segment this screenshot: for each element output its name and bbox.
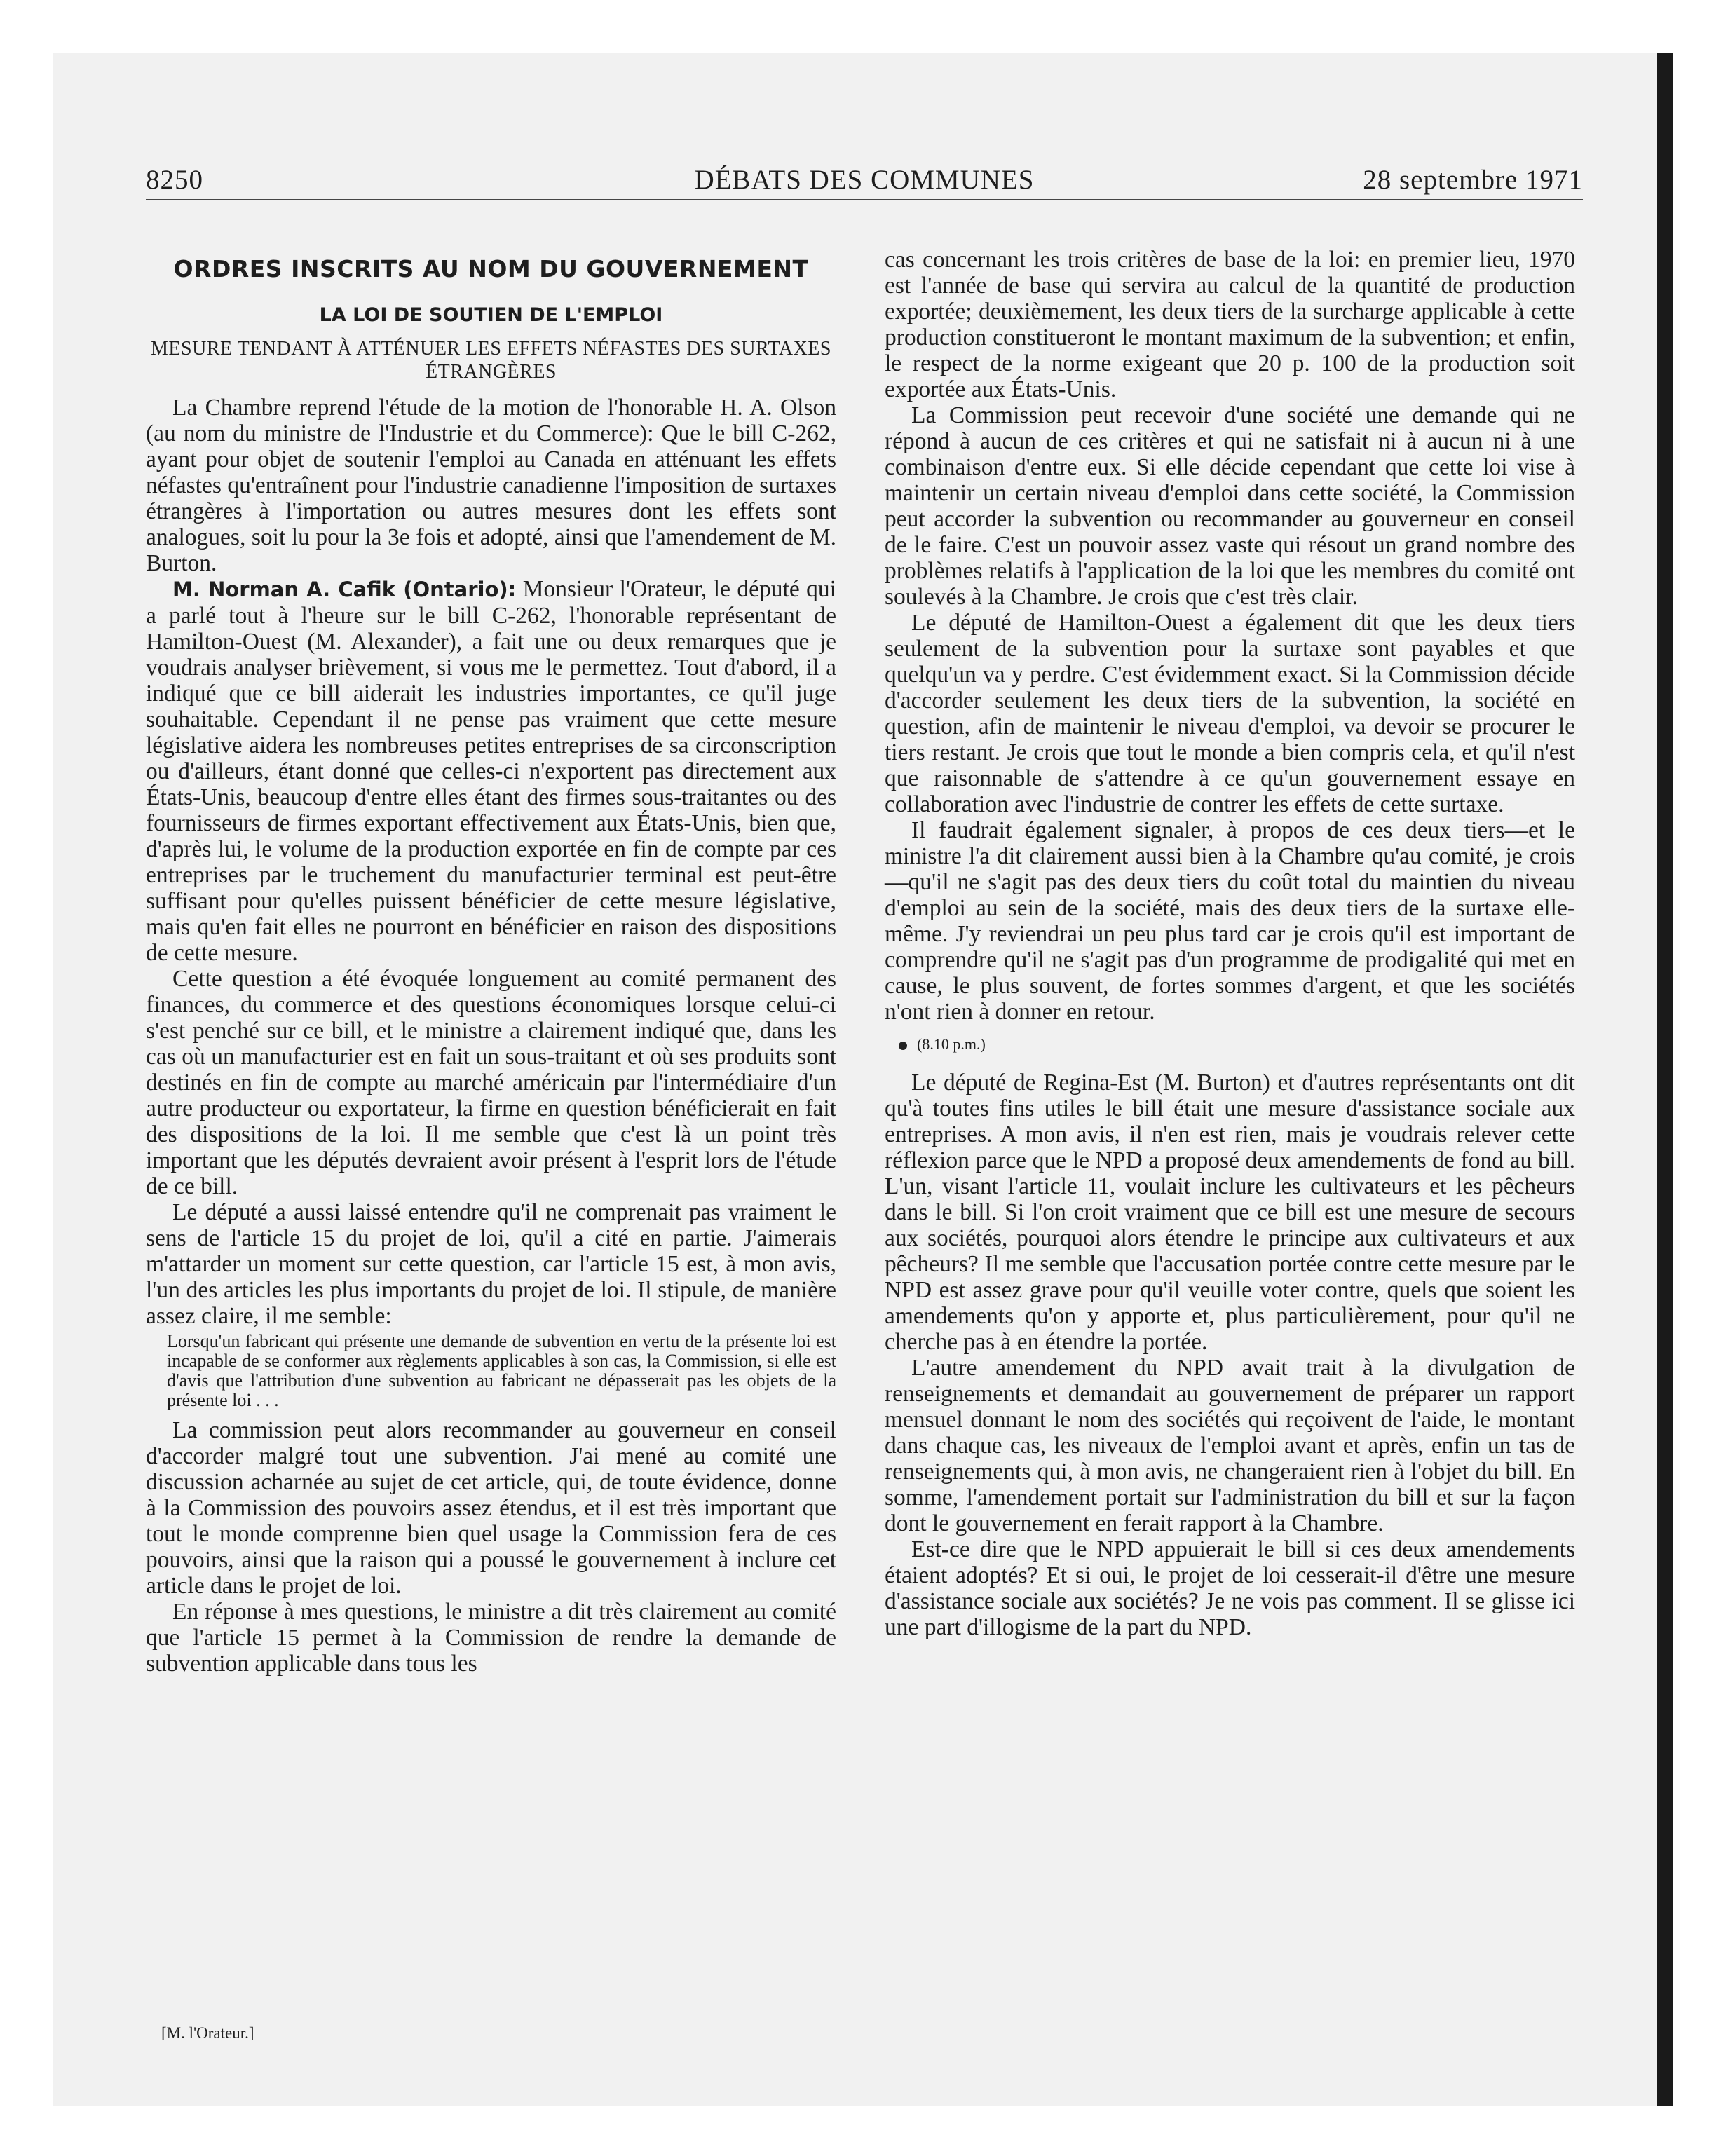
page-number: 8250 bbox=[146, 165, 203, 195]
paragraph: La commission peut alors recommander au gouverneur en conseil d'accorder malgré tout une subvention. J'ai mené au comité une discussion acharnée au sujet de cet article, qui, de toute évidence, donne à la Commission des pouvoirs assez étendus, et il est très important que tout le monde comprenne bien quel usage la Commission fera de ces pouvoirs, ainsi que la raison qui a poussé le gouvernement à inclure cet article dans le projet de loi. bbox=[146, 1417, 836, 1599]
paragraph: Le député a aussi laissé entendre qu'il ne comprenait pas vraiment le sens de l'article 15 du projet de loi, qu'il a cité en partie. J'aimerais m'attarder un moment sur cette question, car l'article 15 est, à mon avis, l'un des articles les plus importants du projet de loi. Il stipule, de manière assez claire, il me semble: bbox=[146, 1199, 836, 1329]
measure-heading: MESURE TENDANT À ATTÉNUER LES EFFETS NÉFASTES DES SURTAXES ÉTRANGÈRES bbox=[151, 338, 831, 383]
page-date: 28 septembre 1971 bbox=[1363, 165, 1583, 195]
paragraph: Cette question a été évoquée longuement au comité permanent des finances, du commerce et des questions économiques lorsque celui-ci s'est penché sur ce bill, et le ministre a clairement indiqué que, dans les cas où un manufacturier est en fait un sous-traitant et où ses produits sont destinés en fin de compte au marché américain par l'intermédiaire d'un autre producteur ou exportateur, la firme en question bénéficierait en fait des dispositions de la loi. Il me semble que c'est là un point très important que les députés devraient avoir présent à l'esprit lors de l'étude de ce bill. bbox=[146, 966, 836, 1199]
section-heading: ORDRES INSCRITS AU NOM DU GOUVERNEMENT bbox=[173, 255, 809, 282]
act-heading: LA LOI DE SOUTIEN DE L'EMPLOI bbox=[319, 304, 663, 326]
paragraph: cas concernant les trois critères de base de la loi: en premier lieu, 1970 est l'année de base qui servira au calcul de la quantité de production exportée; deuxièmement, les deux tiers de la surcharge applicable à cette production constitueront le montant maximum de la subvention; et enfin, le respect de la norme exigeant que 20 p. 100 de la production soit exportée aux États-Unis. bbox=[885, 247, 1575, 402]
paragraph: La Commission peut recevoir d'une société une demande qui ne répond à aucun de ces critères et qui ne satisfait ni à aucun ni à une combinaison d'entre eux. Si elle décide cependant que cette loi vise à maintenir un certain niveau d'emploi dans cette société, la Commission peut accorder la subvention ou recommander au gouverneur en conseil de le faire. C'est un pouvoir assez vaste qui résout un grand nombre des problèmes relatifs à l'application de la loi que les membres du comité ont soulevés à la Chambre. Je crois que c'est très clair. bbox=[885, 402, 1575, 610]
paragraph: Il faudrait également signaler, à propos de ces deux tiers—et le ministre l'a dit clairement aussi bien à la Chambre qu'au comité, je crois—qu'il ne s'agit pas des deux tiers du coût total du maintien du niveau d'emploi au sein de la société, mais des deux tiers de la surtaxe elle-même. J'y reviendrai un peu plus tard car je crois qu'il est important de comprendre qu'il ne s'agit pas d'un programme de prodigalité qui met en cause, le plus souvent, de fortes sommes d'argent, et que les sociétés n'ont rien à donner en retour. bbox=[885, 817, 1575, 1025]
bullet-icon bbox=[899, 1042, 907, 1050]
paragraph: En réponse à mes questions, le ministre a dit très clairement au comité que l'article 15 permet à la Commission de rendre la demande de subvention applicable dans tous les bbox=[146, 1599, 836, 1677]
page-header bbox=[146, 160, 1583, 200]
block-quote bbox=[146, 1332, 836, 1410]
speech-text: Monsieur l'Orateur, le député qui a parlé tout à l'heure sur le bill C-262, l'honorable représentant de Hamilton-Ouest (M. Alexander), a fait une ou deux remarques que je voudrais analyser brièvement, si vous me le permettez. Tout d'abord, il a indiqué que ce bill aiderait les industries importantes, ce qu'il juge souhaitable. Cependant il ne pense pas vraiment que cette mesure législative aidera les nombreuses petites entreprises de sa circonscription ou d'ailleurs, étant donné que celles-ci n'exportent pas directement aux États-Unis, beaucoup d'entre elles étant des firmes sous-traitantes ou des fournisseurs de firmes exportant effectivement aux États-Unis, bien que, d'après lui, le volume de la production exportée en fin de compte par ces entreprises par le truchement du manufacturier terminal est peut-être suffisant pour qu'elles puissent bénéficier de cette mesure législative, mais qu'en fait elles ne pourront en bénéficier en raison des dispositions de cette mesure. bbox=[146, 576, 836, 966]
paragraph: La Chambre reprend l'étude de la motion de l'honorable H. A. Olson (au nom du ministre de l'Industrie et du Commerce): Que le bill C-262, ayant pour objet de soutenir l'emploi au Canada en atténuant les effets néfastes qu'entraînent pour l'industrie canadienne l'imposition de surtaxes étrangères à l'importation ou autres mesures dont les effets sont analogues, soit lu pour la 3e fois et adopté, ainsi que l'amendement de M. Burton. bbox=[146, 395, 836, 576]
right-column bbox=[885, 247, 1575, 1640]
time-marker bbox=[885, 1035, 1575, 1054]
speaker-note: [M. l'Orateur.] bbox=[161, 2024, 254, 2042]
paragraph: Est-ce dire que le NPD appuierait le bill si ces deux amendements étaient adoptés? Et si oui, le projet de loi cesserait-il d'être une mesure d'assistance sociale aux sociétés? Je ne vois pas comment. Il se glisse ici une part d'illogisme de la part du NPD. bbox=[885, 1536, 1575, 1640]
paragraph: Le député de Hamilton-Ouest a également dit que les deux tiers seulement de la subvention pour la surtaxe sont payables et que quelqu'un va y perdre. C'est évidemment exact. Si la Commission décide d'accorder seulement les deux tiers de la subvention, la société en question, afin de maintenir le niveau d'emploi, va devoir se procurer le tiers restant. Je crois que tout le monde a bien compris cela, et qu'il n'est que raisonnable de s'attendre à ce qu'un gouvernement essaye en collaboration avec l'industrie de contrer les effets de cette surtaxe. bbox=[885, 610, 1575, 817]
time-text: (8.10 p.m.) bbox=[917, 1035, 986, 1053]
speaker-name: M. Norman A. Cafik (Ontario): bbox=[172, 578, 517, 601]
speech-paragraph bbox=[146, 576, 836, 966]
paragraph: L'autre amendement du NPD avait trait à la divulgation de renseignements et demandait au gouvernement de préparer un rapport mensuel donnant le nom des sociétés qui reçoivent de l'aide, le montant dans chaque cas, les niveaux de l'emploi avant et après, enfin un tas de renseignements qui, à mon avis, ne changeraient rien à l'objet du bill. En somme, l'amendement portait sur l'administration du bill et sur la façon dont le gouvernement en ferait rapport à la Chambre. bbox=[885, 1355, 1575, 1536]
publication-title: DÉBATS DES COMMUNES bbox=[694, 165, 1035, 195]
quote-text: Lorsqu'un fabricant qui présente une demande de subvention en vertu de la présente loi est incapable de se conformer aux règlements applicables à son cas, la Commission, si elle est d'avis que l'attribution d'une subvention au fabricant ne dépasserait pas les objets de la présente loi . . . bbox=[167, 1331, 836, 1410]
scan-edge-bar bbox=[1657, 53, 1673, 2106]
left-column bbox=[146, 247, 836, 1677]
paragraph: Le député de Regina-Est (M. Burton) et d'autres représentants ont dit qu'à toutes fins utiles le bill était une mesure d'assistance sociale aux entreprises. A mon avis, il n'en est rien, mais je voudrais relever cette réflexion parce que le NPD a proposé deux amendements de fond au bill. L'un, visant l'article 11, voulait inclure les cultivateurs et les pêcheurs dans le bill. Si l'on croit vraiment que ce bill est une mesure de secours aux sociétés, pourquoi alors étendre le principe aux cultivateurs et aux pêcheurs? Il me semble que l'accusation portée contre cette mesure par le NPD est assez grave pour qu'il veuille voter contre, quels que soient les amendements qu'on y apporte et, plus particulièrement, pour qu'il ne cherche pas à en étendre la portée. bbox=[885, 1070, 1575, 1355]
